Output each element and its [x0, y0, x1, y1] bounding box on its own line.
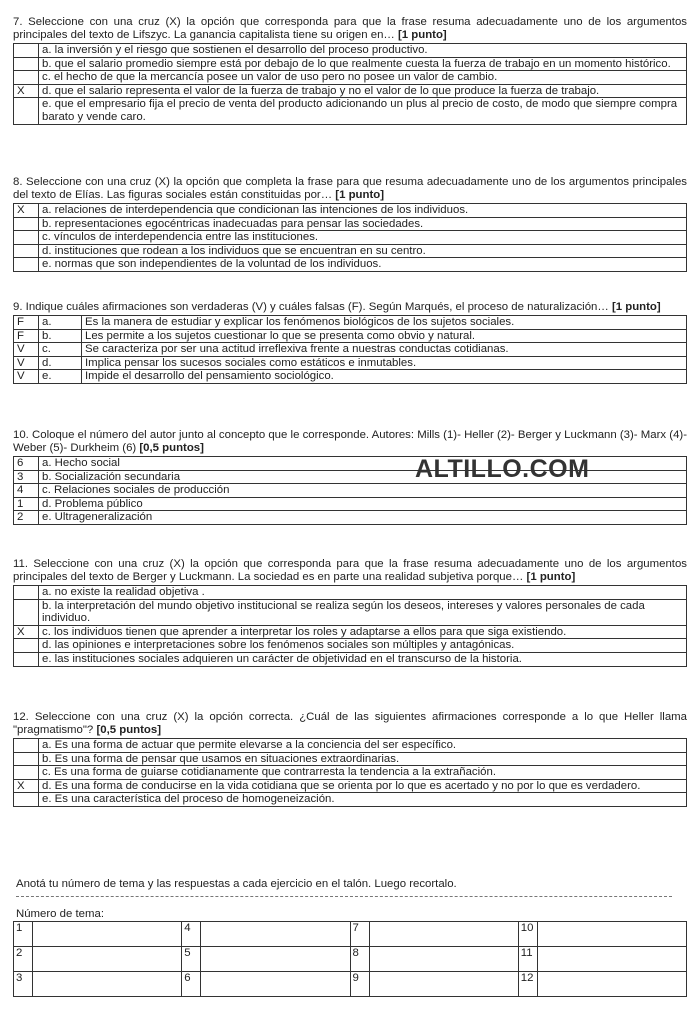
option-row[interactable]: e. que el empresario fija el precio de venta del producto adicionando un plus al precio de costo, de modo que siempre compra barato y vende caro.: [14, 98, 687, 124]
answer-cell[interactable]: [369, 972, 518, 997]
answer-cell[interactable]: [537, 947, 686, 972]
question-7: [13, 16, 687, 125]
option-row[interactable]: X d. que el salario representa el valor de la fuerza de trabajo y no el valor de lo que produce la fuerza de trabajo.: [14, 84, 687, 98]
option-row[interactable]: 4 c. Relaciones sociales de producción: [14, 484, 687, 498]
question-12-options: [13, 738, 687, 807]
question-7-options: [13, 43, 687, 125]
cut-line: [16, 896, 672, 897]
option-row[interactable]: V e. Impide el desarrollo del pensamiento sociológico.: [14, 370, 687, 384]
option-row[interactable]: F a. Es la manera de estudiar y explicar los fenómenos biológicos de los sujetos sociales.: [14, 316, 687, 330]
option-row[interactable]: d. instituciones que rodean a los individuos que se encuentran en su centro.: [14, 244, 687, 258]
option-row[interactable]: X c. los individuos tienen que aprender a interpretar los roles y adaptarse a ellos para que siga existiendo.: [14, 625, 687, 639]
option-row[interactable]: a. la inversión y el riesgo que sostienen el desarrollo del proceso productivo.: [14, 44, 687, 58]
question-11-prompt: 11. Seleccione con una cruz (X) la opción que corresponda para que la frase resuma adecuadamente uno de los argumentos principales del texto de Berger y Luckmann. La sociedad es en parte una realidad subjetiva porque… [1 punto]: [13, 558, 687, 583]
option-row[interactable]: c. vínculos de interdependencia entre las instituciones.: [14, 231, 687, 245]
watermark: ALTILLO.COM: [415, 455, 590, 483]
tema-label: Número de tema:: [16, 908, 104, 920]
answer-cell[interactable]: [369, 922, 518, 947]
option-row[interactable]: c. Es una forma de guiarse cotidianamente que contrarresta la tendencia a la extrañación.: [14, 766, 687, 780]
question-10-prompt: 10. Coloque el número del autor junto al concepto que le corresponde. Autores: Mills (1)- Heller (2)- Berger y Luckmann (3)- Marx (4)- Weber (5)- Durkheim (6) [0,5 puntos]: [13, 429, 687, 454]
answer-cell[interactable]: [201, 972, 350, 997]
answer-cell[interactable]: [537, 922, 686, 947]
footer-instruction: Anotá tu número de tema y las respuestas a cada ejercicio en el talón. Luego recortalo.: [16, 878, 457, 890]
question-8-options: [13, 203, 687, 272]
option-row[interactable]: e. normas que son independientes de la voluntad de los individuos.: [14, 258, 687, 272]
option-row[interactable]: a. Es una forma de actuar que permite elevarse a la conciencia del ser específico.: [14, 739, 687, 753]
question-9-prompt: 9. Indique cuáles afirmaciones son verdaderas (V) y cuáles falsas (F). Según Marqués, el proceso de naturalización… [1 punto]: [13, 301, 661, 313]
answer-cell[interactable]: [537, 972, 686, 997]
option-row[interactable]: V d. Implica pensar los sucesos sociales como estáticos e inmutables.: [14, 356, 687, 370]
question-9: [13, 301, 687, 384]
answer-cell[interactable]: [201, 922, 350, 947]
option-row[interactable]: F b. Les permite a los sujetos cuestionar lo que se presenta como obvio y natural.: [14, 329, 687, 343]
option-row[interactable]: e. Es una característica del proceso de homogeneización.: [14, 793, 687, 807]
answer-cell[interactable]: [33, 947, 182, 972]
option-row[interactable]: 1 d. Problema público: [14, 497, 687, 511]
question-7-prompt: 7. Seleccione con una cruz (X) la opción que corresponda para que la frase resuma adecuadamente uno de los argumentos principales del texto de Lifszyc. La ganancia capitalista tiene su origen en… [1 punto]: [13, 16, 687, 41]
option-row[interactable]: d. las opiniones e interpretaciones sobre los fenómenos sociales son múltiples y antagónicas.: [14, 639, 687, 653]
question-12-prompt: 12. Seleccione con una cruz (X) la opción correcta. ¿Cuál de las siguientes afirmaciones corresponde a lo que Heller llama "pragmatismo"? [0,5 puntos]: [13, 711, 687, 736]
option-row[interactable]: X d. Es una forma de conducirse en la vida cotidiana que se orienta por lo que es acertado y no por lo que es verdadero.: [14, 779, 687, 793]
option-row[interactable]: 3 b. Socialización secundaria: [14, 470, 687, 484]
question-11-options: [13, 585, 687, 667]
option-row[interactable]: b. representaciones egocéntricas inadecuadas para pensar las sociedades.: [14, 217, 687, 231]
option-row[interactable]: 2 e. Ultrageneralización: [14, 511, 687, 525]
option-row[interactable]: X a. relaciones de interdependencia que condicionan las intenciones de los individuos.: [14, 204, 687, 218]
option-row[interactable]: b. que el salario promedio siempre está por debajo de lo que realmente cuesta la fuerza de trabajo en un momento histórico.: [14, 57, 687, 71]
option-row[interactable]: b. la interpretación del mundo objetivo institucional se realiza según los deseos, intereses y valores personales de cada individuo.: [14, 599, 687, 625]
option-row[interactable]: 6 a. Hecho social: [14, 457, 687, 471]
question-12: [13, 711, 687, 807]
question-8: [13, 176, 687, 272]
answer-cell[interactable]: [33, 972, 182, 997]
question-8-prompt: 8. Seleccione con una cruz (X) la opción que completa la frase para que resuma adecuadamente uno de los argumentos principales del texto de Elías. Las figuras sociales están constituidas por… [1 punto]: [13, 176, 687, 201]
answer-grid: 1 4 7 10 2 5 8 11 3 6 9 12: [13, 921, 687, 997]
option-row[interactable]: a. no existe la realidad objetiva .: [14, 586, 687, 600]
option-row[interactable]: e. las instituciones sociales adquieren un carácter de objetividad en el transcurso de la historia.: [14, 652, 687, 666]
question-9-options: [13, 315, 687, 384]
option-row[interactable]: c. el hecho de que la mercancía posee un valor de uso pero no posee un valor de cambio.: [14, 71, 687, 85]
answer-cell[interactable]: [33, 922, 182, 947]
question-11: [13, 558, 687, 667]
answer-cell[interactable]: [201, 947, 350, 972]
option-row[interactable]: b. Es una forma de pensar que usamos en situaciones extraordinarias.: [14, 752, 687, 766]
option-row[interactable]: V c. Se caracteriza por ser una actitud irreflexiva frente a nuestras conductas cotidianas.: [14, 343, 687, 357]
answer-cell[interactable]: [369, 947, 518, 972]
